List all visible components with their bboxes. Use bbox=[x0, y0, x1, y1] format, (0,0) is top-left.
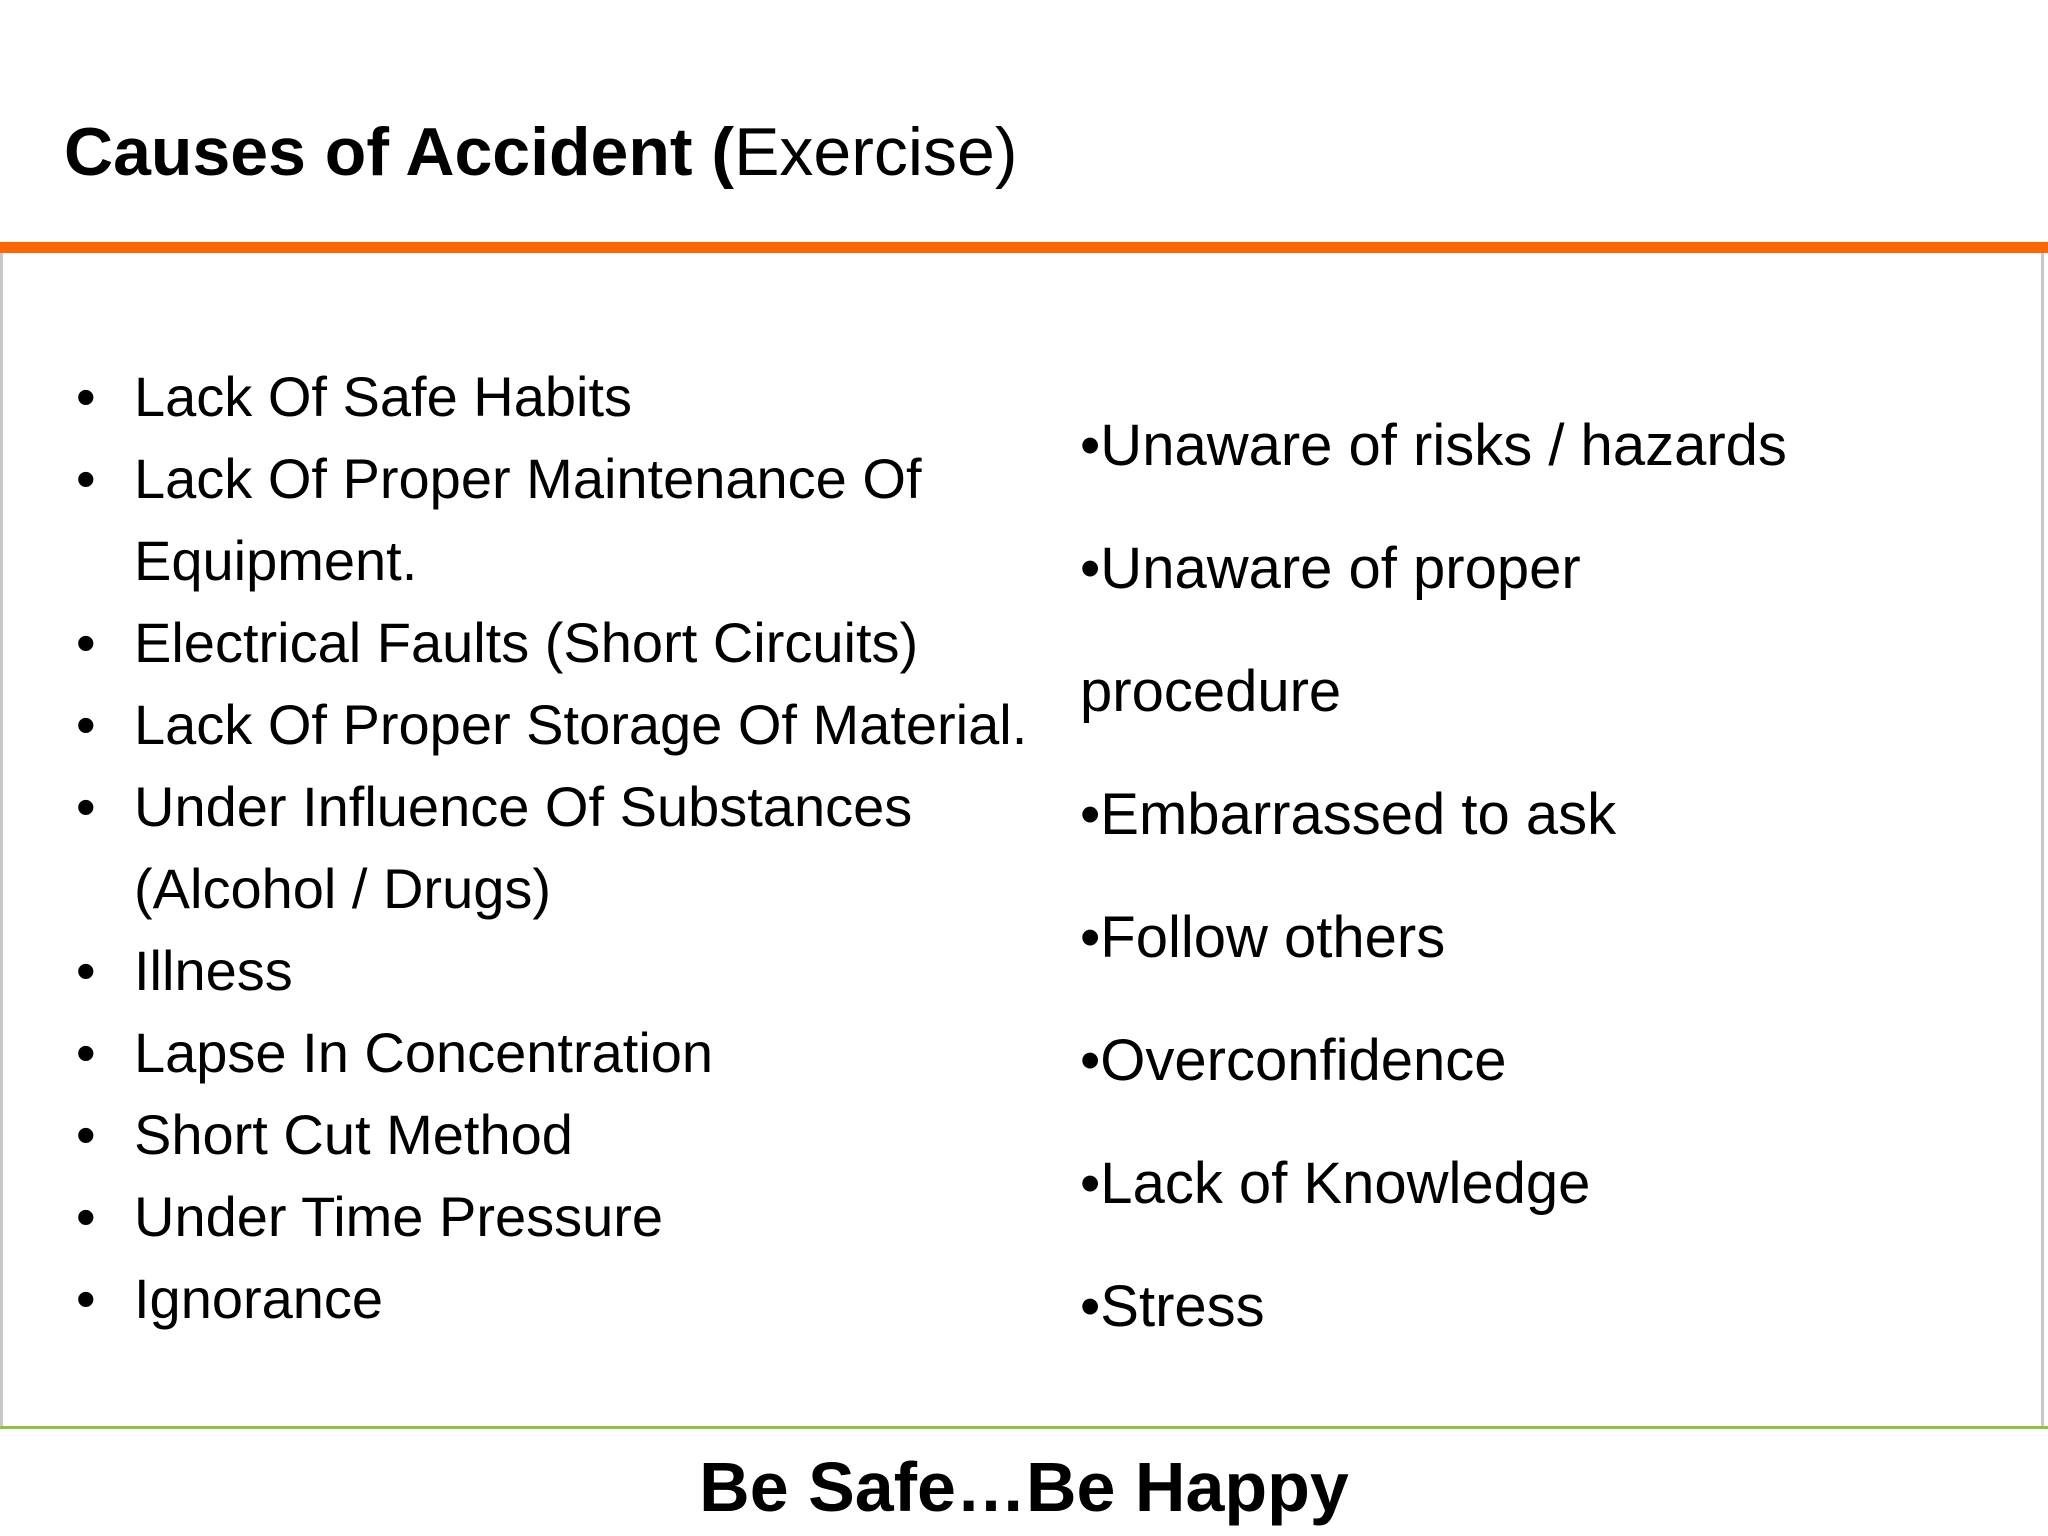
slide-title bbox=[64, 114, 1018, 190]
slide-title-normal: Exercise) bbox=[734, 114, 1018, 190]
footer-divider bbox=[0, 1426, 2048, 1429]
list-item: •Embarrassed to ask bbox=[1080, 782, 1617, 847]
bullet-icon: • bbox=[76, 693, 96, 756]
bullet-icon: • bbox=[76, 365, 96, 428]
list-item bbox=[72, 766, 1032, 930]
list-item-text: Illness bbox=[134, 939, 293, 1002]
list-item: •Overconfidence bbox=[1080, 1028, 1507, 1093]
list-item-text: Lapse In Concentration bbox=[134, 1021, 714, 1084]
list-item bbox=[72, 1012, 1032, 1094]
bullet-icon: • bbox=[76, 1021, 96, 1084]
bullet-icon: • bbox=[76, 1103, 96, 1166]
title-divider bbox=[0, 242, 2048, 253]
list-item: •Stress bbox=[1080, 1274, 1265, 1339]
list-item-text: Lack Of Proper Maintenance Of Equipment. bbox=[134, 447, 922, 592]
list-item bbox=[72, 1094, 1032, 1176]
list-item: •Follow others bbox=[1080, 905, 1446, 970]
list-item-text: Lack Of Safe Habits bbox=[134, 365, 633, 428]
list-item-text: Ignorance bbox=[134, 1267, 384, 1330]
list-item bbox=[72, 684, 1032, 766]
bullet-icon: • bbox=[76, 1267, 96, 1330]
list-item bbox=[72, 1176, 1032, 1258]
list-item bbox=[72, 602, 1032, 684]
right-cause-list bbox=[1080, 384, 1980, 1368]
left-cause-list bbox=[72, 356, 1032, 1340]
list-item bbox=[72, 930, 1032, 1012]
bullet-icon: • bbox=[76, 775, 96, 838]
bullet-icon: • bbox=[76, 447, 96, 510]
list-item-text: Short Cut Method bbox=[134, 1103, 573, 1166]
list-item-text: Under Time Pressure bbox=[134, 1185, 664, 1248]
slide-title-bold: Causes of Accident ( bbox=[64, 114, 735, 190]
list-item-text: Lack Of Proper Storage Of Material. bbox=[134, 693, 1028, 756]
list-item bbox=[72, 438, 1032, 602]
list-item bbox=[72, 356, 1032, 438]
footer-slogan: Be Safe…Be Happy bbox=[699, 1448, 1349, 1526]
bullet-icon: • bbox=[76, 611, 96, 674]
list-item bbox=[72, 1258, 1032, 1340]
list-item-text: Under Influence Of Substances (Alcohol / Drugs) bbox=[134, 775, 913, 920]
list-item: •Unaware of proper bbox=[1080, 536, 1581, 601]
list-item: •Lack of Knowledge bbox=[1080, 1151, 1591, 1216]
list-item: •Unaware of risks / hazards bbox=[1080, 413, 1787, 478]
bullet-icon: • bbox=[76, 1185, 96, 1248]
list-item-text: Electrical Faults (Short Circuits) bbox=[134, 611, 919, 674]
bullet-icon: • bbox=[76, 939, 96, 1002]
list-item: procedure bbox=[1080, 659, 1342, 724]
